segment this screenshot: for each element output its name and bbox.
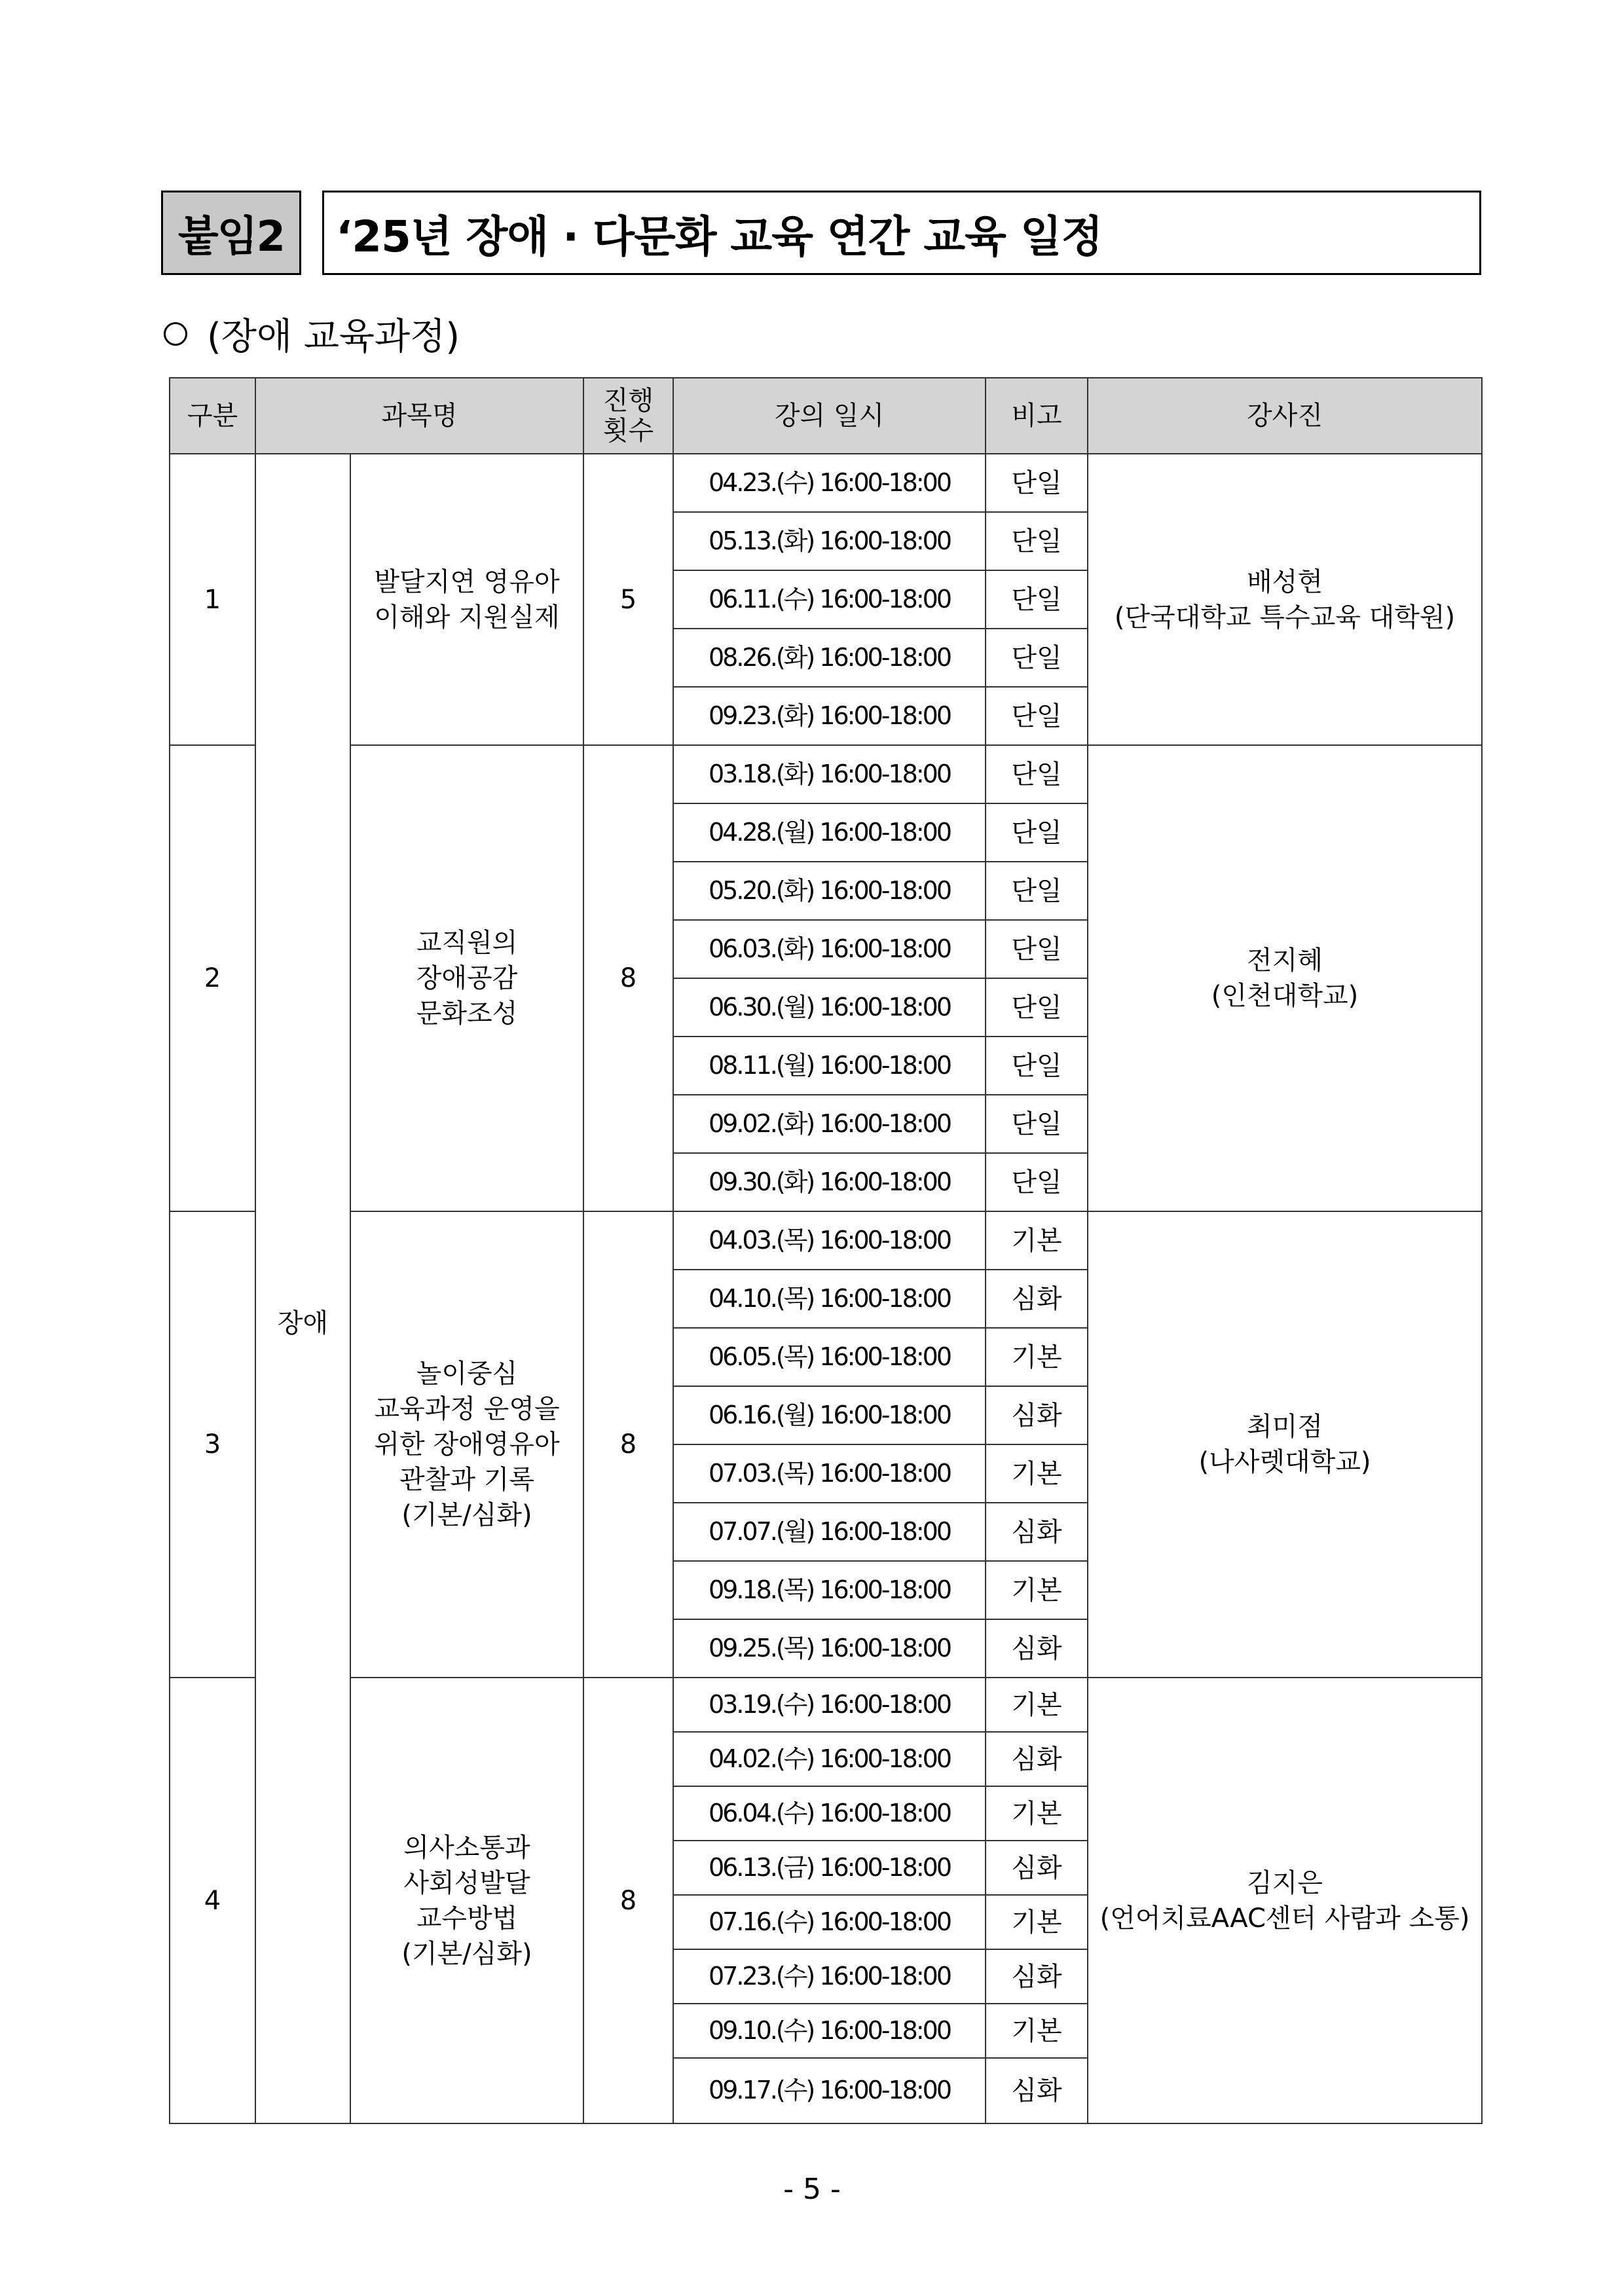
- session-note: 단일: [986, 745, 1088, 803]
- header-subject: 과목명: [255, 378, 583, 454]
- session-datetime: 05.20.(화) 16:00-18:00: [673, 862, 986, 920]
- session-note: 단일: [986, 1037, 1088, 1095]
- course-subject: 교직원의 장애공감 문화조성: [350, 745, 583, 1211]
- course-subject: 놀이중심 교육과정 운영을 위한 장애영유아 관찰과 기록 (기본/심화): [350, 1211, 583, 1678]
- session-datetime: 07.16.(수) 16:00-18:00: [673, 1895, 986, 1949]
- table-row: [170, 454, 1482, 512]
- course-count: 5: [583, 454, 673, 745]
- session-datetime: 04.23.(수) 16:00-18:00: [673, 454, 986, 512]
- course-count: 8: [583, 1678, 673, 2123]
- section-heading: [164, 308, 460, 360]
- session-datetime: 09.30.(화) 16:00-18:00: [673, 1153, 986, 1211]
- session-note: 기본: [986, 1561, 1088, 1619]
- session-datetime: 08.26.(화) 16:00-18:00: [673, 629, 986, 687]
- session-note: 심화: [986, 1949, 1088, 2004]
- table-header-row: [170, 378, 1482, 454]
- circle-bullet-icon: [164, 322, 187, 346]
- session-datetime: 06.30.(월) 16:00-18:00: [673, 978, 986, 1037]
- schedule-table: [169, 377, 1483, 2124]
- table-row: [170, 1211, 1482, 1270]
- session-datetime: 09.23.(화) 16:00-18:00: [673, 687, 986, 745]
- course-instructor: 배성현 (단국대학교 특수교육 대학원): [1088, 454, 1482, 745]
- session-note: 기본: [986, 1444, 1088, 1503]
- session-datetime: 04.10.(목) 16:00-18:00: [673, 1270, 986, 1328]
- session-datetime: 06.05.(목) 16:00-18:00: [673, 1328, 986, 1386]
- session-datetime: 06.11.(수) 16:00-18:00: [673, 570, 986, 629]
- session-note: 기본: [986, 1678, 1088, 1732]
- header-note: 비고: [986, 378, 1088, 454]
- page-number: - 5 -: [783, 2173, 841, 2206]
- course-instructor: 전지혜 (인천대학교): [1088, 745, 1482, 1211]
- header-count: 진행 횟수: [583, 378, 673, 454]
- session-note: 단일: [986, 1153, 1088, 1211]
- session-datetime: 06.04.(수) 16:00-18:00: [673, 1786, 986, 1841]
- course-count: 8: [583, 1211, 673, 1678]
- session-note: 단일: [986, 803, 1088, 862]
- course-subject: 발달지연 영유아 이해와 지원실제: [350, 454, 583, 745]
- session-note: 심화: [986, 1503, 1088, 1561]
- session-datetime: 09.02.(화) 16:00-18:00: [673, 1095, 986, 1153]
- table-row: [170, 745, 1482, 803]
- course-instructor: 김지은 (언어치료AAC센터 사람과 소통): [1088, 1678, 1482, 2123]
- header-instructor: 강사진: [1088, 378, 1482, 454]
- session-note: 기본: [986, 1786, 1088, 1841]
- header-datetime: 강의 일시: [673, 378, 986, 454]
- category-cell: 장애: [255, 454, 350, 2123]
- session-note: 단일: [986, 862, 1088, 920]
- section-label: (장애 교육과정): [207, 316, 460, 358]
- session-datetime: 07.23.(수) 16:00-18:00: [673, 1949, 986, 2004]
- session-datetime: 04.03.(목) 16:00-18:00: [673, 1211, 986, 1270]
- session-note: 기본: [986, 1211, 1088, 1270]
- schedule-body: [170, 454, 1482, 2123]
- session-datetime: 04.02.(수) 16:00-18:00: [673, 1732, 986, 1786]
- session-datetime: 09.18.(목) 16:00-18:00: [673, 1561, 986, 1619]
- session-note: 심화: [986, 1619, 1088, 1678]
- session-datetime: 09.10.(수) 16:00-18:00: [673, 2004, 986, 2058]
- session-datetime: 07.07.(월) 16:00-18:00: [673, 1503, 986, 1561]
- course-instructor: 최미점 (나사렛대학교): [1088, 1211, 1482, 1678]
- table-row: [170, 1678, 1482, 1732]
- course-subject: 의사소통과 사회성발달 교수방법 (기본/심화): [350, 1678, 583, 2123]
- session-note: 단일: [986, 629, 1088, 687]
- session-datetime: 04.28.(월) 16:00-18:00: [673, 803, 986, 862]
- session-note: 기본: [986, 1328, 1088, 1386]
- course-number: 3: [170, 1211, 255, 1678]
- session-datetime: 03.18.(화) 16:00-18:00: [673, 745, 986, 803]
- session-note: 기본: [986, 2004, 1088, 2058]
- session-datetime: 08.11.(월) 16:00-18:00: [673, 1037, 986, 1095]
- course-number: 1: [170, 454, 255, 745]
- course-number: 2: [170, 745, 255, 1211]
- session-datetime: 05.13.(화) 16:00-18:00: [673, 512, 986, 570]
- course-number: 4: [170, 1678, 255, 2123]
- session-datetime: 09.17.(수) 16:00-18:00: [673, 2058, 986, 2123]
- session-note: 단일: [986, 1095, 1088, 1153]
- session-datetime: 07.03.(목) 16:00-18:00: [673, 1444, 986, 1503]
- page-title: ‘25년 장애 · 다문화 교육 연간 교육 일정: [322, 191, 1481, 275]
- header-gubun: 구분: [170, 378, 255, 454]
- session-datetime: 09.25.(목) 16:00-18:00: [673, 1619, 986, 1678]
- session-datetime: 06.13.(금) 16:00-18:00: [673, 1841, 986, 1895]
- session-datetime: 03.19.(수) 16:00-18:00: [673, 1678, 986, 1732]
- course-count: 8: [583, 745, 673, 1211]
- session-datetime: 06.03.(화) 16:00-18:00: [673, 920, 986, 978]
- session-note: 심화: [986, 2058, 1088, 2123]
- session-note: 심화: [986, 1270, 1088, 1328]
- session-note: 단일: [986, 687, 1088, 745]
- session-note: 기본: [986, 1895, 1088, 1949]
- session-note: 단일: [986, 512, 1088, 570]
- attachment-badge: 붙임2: [161, 191, 301, 275]
- session-note: 심화: [986, 1732, 1088, 1786]
- session-note: 심화: [986, 1386, 1088, 1444]
- session-note: 심화: [986, 1841, 1088, 1895]
- session-note: 단일: [986, 570, 1088, 629]
- session-note: 단일: [986, 454, 1088, 512]
- session-datetime: 06.16.(월) 16:00-18:00: [673, 1386, 986, 1444]
- session-note: 단일: [986, 920, 1088, 978]
- session-note: 단일: [986, 978, 1088, 1037]
